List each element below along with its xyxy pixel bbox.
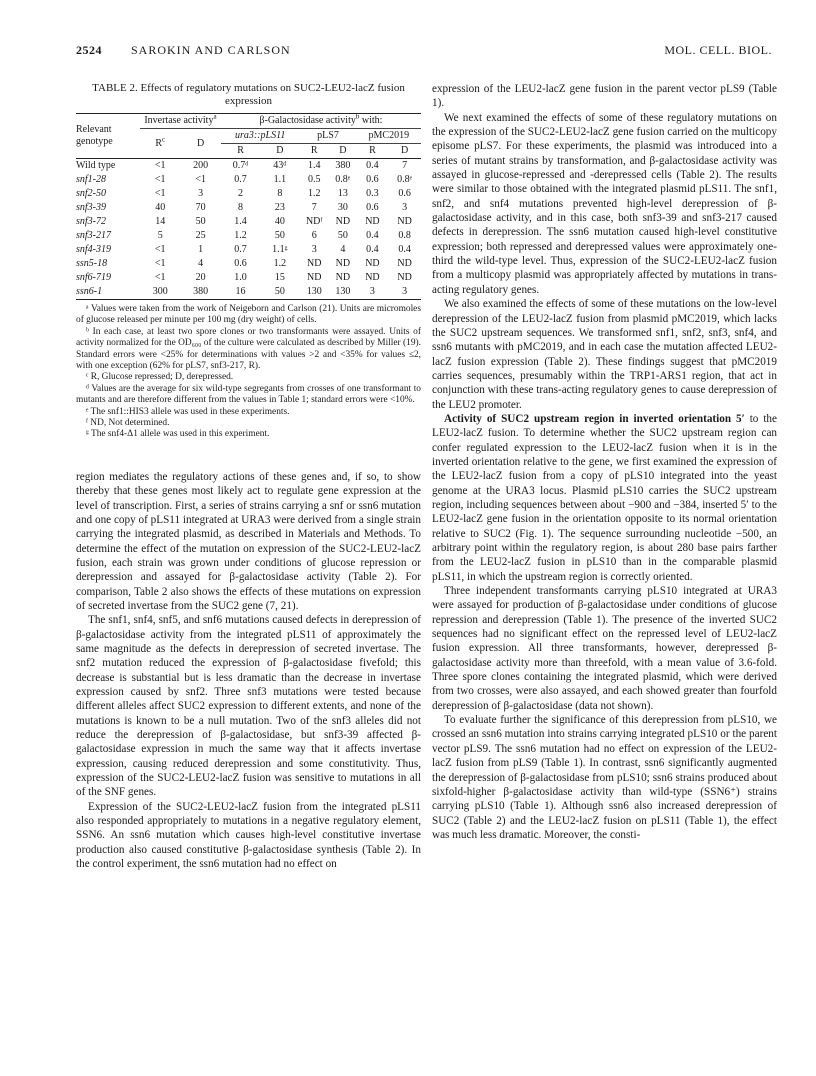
genotype-cell: snf3-217 — [76, 230, 111, 241]
table-cell: 7 — [402, 160, 408, 171]
table-cell: 0.4 — [366, 244, 379, 255]
paragraph: region mediates the regulatory actions of these genes and, if so, to show thereby that these genes most likely act to regulate gene expression at the level of transcription. First, a series of strains carrying a snf or ssn6 mutation and one copy of pLS11 integrated at URA3 were derived from a single strain carrying the integrated plasmid, as described in Materials and Methods. To determine the effect of the mutation on expression of the SUC2-LEU2-lacZ fusion, each strain was grown under conditions of glucose repression or derepression and assayed for β-galactosidase activity (Table 2). For comparison, Table 2 also shows the effects of these mutations on expression of secreted invertase from the SUC2 gene (7, 21). — [76, 470, 421, 612]
footnote: ᵍ The snf4-Δ1 allele was used in this experiment. — [86, 429, 270, 440]
table-row — [76, 173, 421, 187]
genotype-cell: ssn6-1 — [76, 285, 140, 300]
col-header-inv-d: D — [180, 129, 220, 159]
table-cell: NDᶠ — [305, 216, 323, 227]
table-footnotes — [76, 304, 421, 441]
table-cell: 50 — [260, 285, 299, 300]
table-cell: <1 — [154, 258, 166, 269]
table-cell: 7 — [311, 202, 317, 213]
table-cell: 13 — [337, 188, 348, 199]
paragraph: Three independent transformants carrying pLS10 integrated at URA3 were assayed for production of β-galactosidase under conditions of glucose repression and derepression (Table 1). The presence of the inverted SUC2 sequences had no significant effect on the repressed level of LEU2-lacZ fusion expression. All three transformants, however, derepressed β-galactosidase activity more than threefold, with a mean value of 3.6-fold. Three spore clones containing the integrated plasmid, which were derived from two crosses, were also assayed, and each showed greater than fourfold derepression of β-galactosidase (data not shown). — [432, 585, 777, 712]
table-cell: 0.8 — [398, 230, 411, 241]
table-cell: 16 — [221, 285, 260, 300]
col-header-pls7-d: D — [329, 144, 357, 159]
table-cell: 23 — [274, 202, 285, 213]
table-cell: 0.5 — [307, 174, 321, 185]
footnote: ᵉ The snf1::HIS3 allele was used in these experiments. — [86, 406, 290, 417]
table-cell: ND — [365, 216, 380, 227]
table-cell: 300 — [140, 285, 180, 300]
col-header-galactosidase: β-Galactosidase activity$^b$ with: — [221, 114, 421, 129]
table-cell: <1 — [195, 174, 206, 185]
col-header-genotype: Relevant genotype — [76, 114, 140, 159]
col-header-pls7: pLS7 — [299, 129, 356, 144]
running-header — [76, 43, 772, 61]
page-number: 2524 — [76, 43, 102, 57]
table-row — [76, 187, 421, 201]
paragraph: We next examined the effects of some of these regulatory mutations on the expression of the SUC2-LEU2-lacZ gene fusion carried on the multicopy episome pLS7. For these experiments, the plasmid was introduced into a series of mutant strains by transformation, and β-galactosidase activity was assayed in glucose-repressed and -derepressed cells (Table 2). The results were similar to those obtained with the integrated plasmid pLS11. The snf1, snf2, and snf4 mutations prevented high-level derepression of β-galactosidase activity, and in this case, both snf3-39 and snf3-217 caused defects in derepression. The ssn6 mutation caused high-level constitutive expression; both repressed and derepressed values were approximately one-third the wild-type level. Thus, expression of the SUC2-LEU2-lacZ fusion from a multicopy plasmid was appropriately affected by mutations in trans-acting regulatory genes. — [432, 111, 777, 296]
table-cell: ND — [397, 216, 412, 227]
col-header-pmc-r: R — [357, 144, 389, 159]
table-cell: 1 — [198, 244, 204, 255]
table-cell: <1 — [154, 174, 166, 185]
table-cell: 3 — [311, 244, 317, 255]
section-paragraph: Activity of SUC2 upstream region in inverted orientation 5′ to the LEU2-lacZ fusion. To determine whether the SUC2 upstream region can confer regulated expression to the LEU2-lacZ fusion when it is in the inverted orientation relative to the gene, we first examined the expression of the LEU2-lacZ fusion from a copy of pLS10 integrated into the yeast genome at the URA3 locus. Plasmid pLS10 carries the SUC2 upstream region, including sequences between about −900 and −384, inserted 5′ to the LEU2-lacZ gene fusion in the orientation opposite to its normal orientation relative to SUC2 (Fig. 1). The sequence surrounding nucleotide −500, an arbitrary point within the regulatory region, is about 280 base pairs farther from the LEU2-lacZ fusion in pLS10 than in the comparable plasmid pLS11, in which the upstream region is correctly oriented. — [432, 412, 777, 583]
paragraph: Expression of the SUC2-LEU2-lacZ fusion from the integrated pLS11 also responded appropriately to mutations in a negative regulatory element, SSN6. An ssn6 mutation which causes high-level constitutive invertase production also caused constitutive β-galactosidase synthesis (Table 2). In the control experiment, the ssn6 mutation had no effect on — [76, 800, 421, 871]
table-cell: ND — [365, 258, 380, 269]
table-cell: ND — [397, 272, 412, 283]
table-cell: 8 — [238, 202, 244, 213]
table-row — [76, 257, 421, 271]
table-cell: 1.1ᵍ — [272, 244, 288, 255]
paragraph: To evaluate further the significance of this derepression from pLS10, we crossed an ssn6 mutation into strains carrying integrated pLS10 or the parent vector pLS9. The ssn6 mutation had no effect on expression of the LEU2-lacZ fusion from pLS9 (Table 1). In contrast, ssn6 significantly augmented the derepression of β-galactosidase from pLS10; ssn6 strains produced about sixfold-higher β-galactosidase activity than wild-type (SSN6⁺) strains carrying pLS10 (Table 1). Although ssn6 also increased derepression of SUC2 (Table 2) and the LEU2-lacZ fusion on pLS11 (Table 1), the effect was much less dramatic. Moreover, the consti- — [432, 714, 777, 841]
table-cell: 0.4 — [366, 160, 379, 171]
table-cell: 15 — [274, 272, 285, 283]
left-column — [76, 82, 421, 872]
genotype-cell: snf3-39 — [76, 202, 106, 213]
table-cell: ND — [307, 272, 322, 283]
table-cell: 3 — [198, 188, 204, 199]
table-cell: 1.2 — [307, 188, 321, 199]
journal-abbrev: MOL. CELL. BIOL. — [664, 43, 772, 57]
col-header-pls11-d: D — [260, 144, 299, 159]
table-cell: 0.6 — [366, 174, 379, 185]
table-cell: ND — [335, 272, 351, 283]
footnote: ᵇ In each case, at least two spore clones or two transformants were assayed. Units of activity normalized for the OD₆₀₀ of the culture were calculated as described by Miller (19). Standard errors were <25% for determinations with values >2 and <35% for values ≤2, with one exception (62% for pLS7, snf3-217, R). — [76, 326, 421, 372]
table-cell: ND — [307, 258, 322, 269]
table-cell: 3 — [357, 285, 389, 300]
col-header-pls11: ura3::pLS11 — [221, 129, 300, 144]
col-header-invertase: Invertase activity$^a$ — [140, 114, 221, 129]
table-cell: 0.3 — [366, 188, 379, 199]
table-row — [76, 215, 421, 229]
table-cell: ND — [365, 272, 380, 283]
running-authors: SAROKIN AND CARLSON — [131, 43, 291, 57]
table-row — [76, 285, 421, 300]
table-body — [76, 159, 421, 300]
table-row — [76, 243, 421, 257]
table-cell: 0.6 — [366, 202, 379, 213]
table-cell: 5 — [157, 230, 163, 241]
table-cell: ND — [397, 258, 412, 269]
table-cell: 2 — [238, 188, 244, 199]
table-cell: 0.7 — [234, 244, 247, 255]
col-header-pmc2019: pMC2019 — [357, 129, 421, 144]
table-cell: 14 — [155, 216, 166, 227]
table-cell: 1.2 — [234, 230, 247, 241]
table-2 — [76, 113, 421, 300]
table-cell: 30 — [337, 202, 348, 213]
table-cell: 380 — [180, 285, 220, 300]
table-cell: 0.6 — [398, 188, 411, 199]
table-cell: <1 — [154, 160, 166, 171]
table-cell: 40 — [155, 202, 166, 213]
genotype-cell: snf4-319 — [76, 244, 111, 255]
genotype-cell: ssn5-18 — [76, 258, 108, 269]
table-cell: 50 — [337, 230, 348, 241]
table-cell: 130 — [329, 285, 357, 300]
table-cell: 43ᵈ — [273, 160, 287, 171]
table-row — [76, 229, 421, 243]
table-cell: 130 — [299, 285, 329, 300]
paragraph: We also examined the effects of some of these mutations on the low-level derepression of the LEU2-lacZ fusion from plasmid pMC2019, which lacks the SUC2 upstream sequences. We transformed snf1, snf2, snf3, snf4, and ssn6 mutants with pMC2019, and in each case the mutation affected LEU2-lacZ fusion expression (Table 2). These findings suggest that pMC2019 carries sequences, presumably within the TRP1-ARS1 region, that act in conjunction with these trans-acting regulatory genes to cause derepression of the LEU2 promoter. — [432, 298, 777, 411]
table-row — [76, 159, 421, 174]
table-cell: 1.0 — [234, 272, 247, 283]
table-cell: 70 — [195, 202, 206, 213]
footnote: ᶠ ND, Not determined. — [86, 418, 170, 429]
table-cell: 4 — [198, 258, 204, 269]
table-cell: 50 — [195, 216, 206, 227]
right-column — [432, 82, 777, 842]
footnote: ᵈ Values are the average for six wild-type segregants from crosses of one transformant to mutants and are therefore different from the values in Table 1; standard errors were <10%. — [76, 383, 421, 406]
table-cell: ND — [335, 258, 351, 269]
table-cell: ND — [335, 216, 351, 227]
col-header-pmc-d: D — [388, 144, 421, 159]
table-cell: 8 — [277, 188, 283, 199]
table-cell: 20 — [195, 272, 206, 283]
paragraph: The snf1, snf4, snf5, and snf6 mutations caused defects in derepression of β-galactosidase activity from the integrated pLS11 of approximately the same magnitude as the defects in derepression of secreted invertase. The snf2 mutation reduced the expression of β-galactosidase fivefold; this decrease is substantial but is less dramatic than the decrease in invertase expression caused by snf2. Three snf3 mutations were tested because different alleles affect SUC2 expression to different extents, and none of the mutations is known to be a null mutation. Two of the snf3 alleles did not reduce the derepression of β-galactosidase, but snf3-39 affected β-galactosidase expression in much the same way that it affects invertase expression, causing reduced derepression and some constitutivity. Thus, expression of the SUC2-LEU2-lacZ fusion was sensitive to mutations in all of the SNF genes. — [76, 614, 421, 799]
genotype-cell: snf1-28 — [76, 174, 106, 185]
table-cell: 50 — [274, 230, 285, 241]
table-cell: <1 — [154, 272, 166, 283]
table-cell: 1.2 — [273, 258, 287, 269]
table-row — [76, 201, 421, 215]
table-cell: 4 — [340, 244, 346, 255]
table-cell: 0.7ᵈ — [232, 160, 249, 171]
left-body-text — [76, 470, 421, 872]
table-cell: 6 — [311, 230, 317, 241]
table-cell: 1.4 — [307, 160, 321, 171]
footnote: ᶜ R, Glucose repressed; D, derepressed. — [86, 372, 234, 383]
table-cell: 0.6 — [234, 258, 247, 269]
table-cell: <1 — [154, 188, 166, 199]
section-heading: Activity of SUC2 upstream region in inverted orientation 5′ — [444, 412, 745, 425]
table-cell: 1.4 — [234, 216, 247, 227]
table-cell: 200 — [193, 160, 209, 171]
table-cell: 0.8ᵉ — [397, 174, 413, 185]
paragraph: expression of the LEU2-lacZ gene fusion in the parent vector pLS9 (Table 1). — [432, 83, 777, 110]
genotype-cell: Wild type — [76, 160, 116, 171]
table-cell: 0.8ᵉ — [335, 174, 351, 185]
table-cell: 0.4 — [398, 244, 411, 255]
footnote: ᵃ Values were taken from the work of Neigeborn and Carlson (21). Units are micromoles of glucose released per minute per 100 mg (dry weight) of cells. — [76, 304, 421, 326]
table-cell: 3 — [402, 202, 408, 213]
genotype-cell: snf2-50 — [76, 188, 106, 199]
genotype-cell: snf6-719 — [76, 272, 111, 283]
table-cell: 25 — [195, 230, 206, 241]
table-caption: TABLE 2. Effects of regulatory mutations on SUC2-LEU2-lacZ fusion expression — [92, 82, 405, 107]
table-cell: 0.7 — [234, 174, 247, 185]
table-row — [76, 271, 421, 285]
table-cell: 380 — [335, 160, 351, 171]
table-cell: <1 — [154, 244, 166, 255]
table-cell: 40 — [274, 216, 285, 227]
table-cell: 3 — [388, 285, 421, 300]
col-header-pls7-r: R — [299, 144, 329, 159]
col-header-inv-r: $R^c$ — [140, 129, 180, 159]
col-header-pls11-r: R — [221, 144, 260, 159]
genotype-cell: snf3-72 — [76, 216, 106, 227]
table-cell: 0.4 — [366, 230, 379, 241]
table-cell: 1.1 — [273, 174, 287, 185]
